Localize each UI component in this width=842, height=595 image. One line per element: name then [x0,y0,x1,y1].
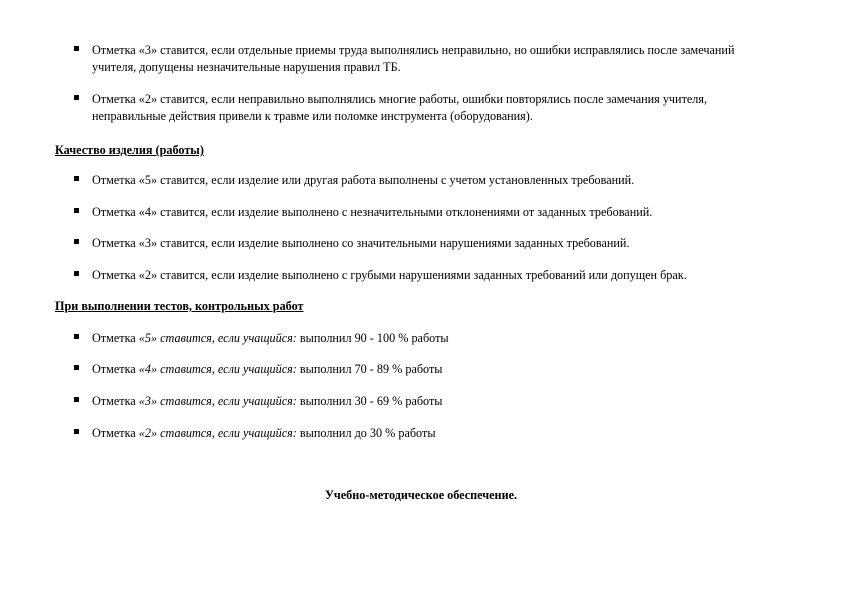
list-item [74,42,774,75]
bullet-icon [74,239,79,244]
bullet-icon [74,176,79,181]
list-item [74,91,774,124]
bullet-icon [74,271,79,276]
list-item [74,204,774,221]
list-item-text: Отметка «2» ставится, если неправильно выполнялись многие работы, ошибки повторялись после замечания учителя, неправильные действия привели к травме или поломке инструмента (оборудования). [92,92,708,123]
list-item-text: Отметка «3» ставится, если учащийся: выполнил 30 - 69 % работы [92,394,443,408]
section-heading-tests: При выполнении тестов, контрольных работ [55,299,304,313]
list-item [74,267,774,284]
list-item-text: Отметка «4» ставится, если изделие выполнено с незначительными отклонениями от заданных требований. [92,205,653,219]
list-item-text: Отметка «3» ставится, если отдельные приемы труда выполнялись неправильно, но ошибки исправлялись после замечаний учителя, допущены незначительные нарушения правил ТБ. [92,43,735,74]
bullet-icon [74,208,79,213]
list-item-text: Отметка «5» ставится, если изделие или другая работа выполнены с учетом установленных требований. [92,173,635,187]
list-item-text: Отметка «2» ставится, если изделие выполнено с грубыми нарушениями заданных требований или допущен брак. [92,268,687,282]
list-item-text: Отметка «4» ставится, если учащийся: выполнил 70 - 89 % работы [92,362,443,376]
list-item [74,172,774,189]
list-item-text: Отметка «2» ставится, если учащийся: выполнил до 30 % работы [92,426,436,440]
section-title-methodical: Учебно-методическое обеспечение. [324,488,518,502]
bullet-icon [74,429,79,434]
bullet-icon [74,95,79,100]
bullet-icon [74,46,79,51]
bullet-icon [74,365,79,370]
bullet-icon [74,397,79,402]
section-heading-quality: Качество изделия (работы) [55,143,204,157]
list-item [74,235,774,252]
list-item-text: Отметка «5» ставится, если учащийся: выполнил 90 - 100 % работы [92,331,449,345]
list-item [74,330,774,347]
list-item-text: Отметка «3» ставится, если изделие выполнено со значительными нарушениями заданных требований. [92,236,630,250]
list-item [74,361,774,378]
list-item [74,425,774,442]
list-item [74,393,774,410]
bullet-icon [74,334,79,339]
